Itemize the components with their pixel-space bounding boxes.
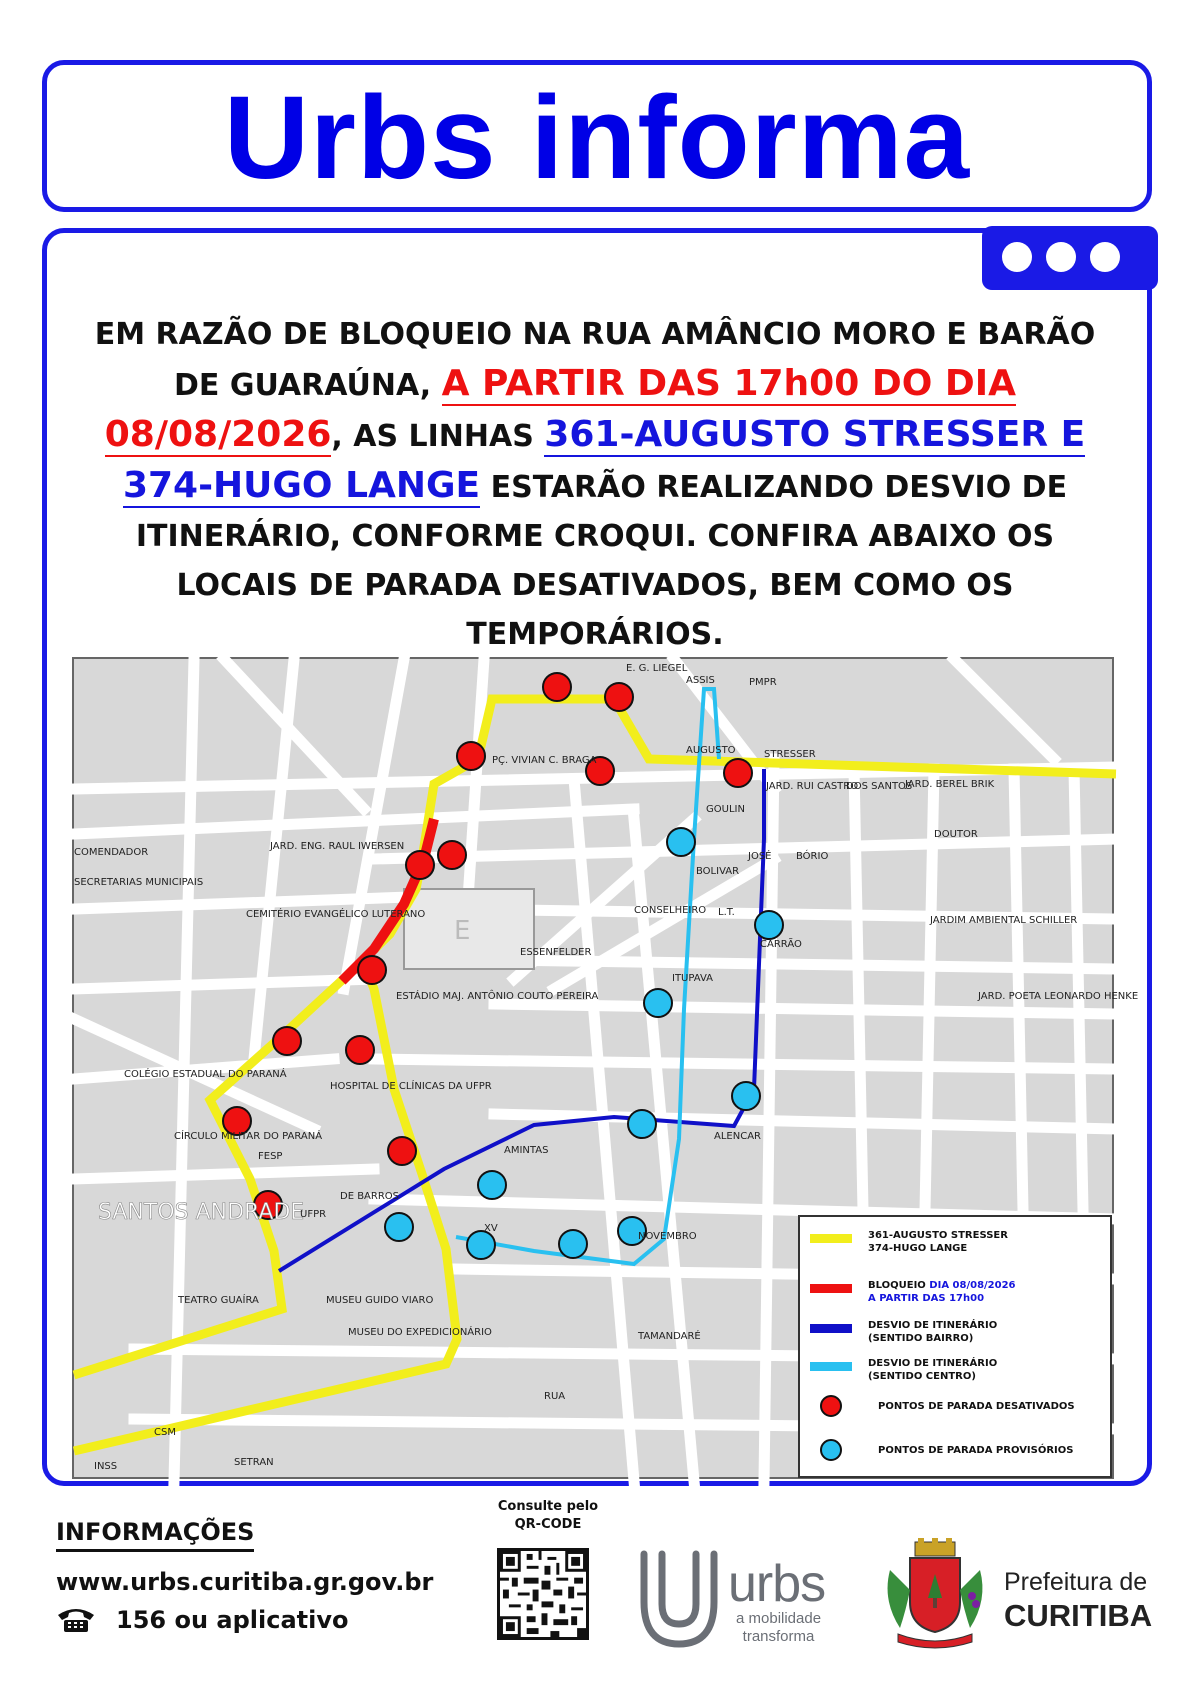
urbs-name: urbs: [728, 1555, 826, 1613]
map-label: ALENCAR: [714, 1131, 761, 1142]
header-box: [42, 60, 1152, 212]
legend-label: PONTOS DE PARADA DESATIVADOS: [878, 1401, 1075, 1412]
map-label: SETRAN: [234, 1457, 274, 1468]
legend-item: [800, 1439, 1073, 1461]
map-label: SECRETARIAS MUNICIPAIS: [74, 877, 204, 888]
map-label: STRESSER: [764, 749, 816, 760]
map-label: GOULIN: [706, 804, 745, 815]
notice-message: [70, 310, 1120, 659]
message-part2: , AS LINHAS: [331, 419, 545, 454]
info-title: INFORMAÇÕES: [56, 1518, 254, 1552]
map-label: JOSÉ: [748, 851, 772, 862]
map-label: TEATRO GUAÍRA: [178, 1295, 259, 1306]
map-label: CEMITÉRIO EVANGÉLICO LUTERANO: [246, 909, 426, 920]
map-label: XV: [484, 1223, 498, 1234]
map-label: INSS: [94, 1461, 118, 1472]
info-url[interactable]: www.urbs.curitiba.gr.gov.br: [56, 1568, 434, 1596]
legend-item: [810, 1357, 997, 1383]
map-label: BOLIVAR: [696, 866, 740, 877]
map-label: TAMANDARÉ: [638, 1331, 701, 1342]
urbs-logo-icon: [636, 1544, 722, 1654]
curitiba-coat-of-arms-icon: [880, 1540, 990, 1652]
map-label: UFPR: [300, 1209, 327, 1220]
legend-item: [810, 1229, 1008, 1255]
more-dots-icon: [1002, 242, 1142, 274]
legend-label: BLOQUEIO DIA 08/08/2026 A PARTIR DAS 17h00: [868, 1280, 1016, 1304]
prefeitura-line2: CURITIBA: [1004, 1598, 1153, 1633]
map-label: BÓRIO: [796, 851, 829, 862]
map-label: E. G. LIEGEL: [626, 663, 688, 674]
map-label: ITUPAVA: [672, 973, 714, 984]
map-label: FESP: [258, 1151, 283, 1162]
route-map: [72, 657, 1139, 1479]
legend-item: [810, 1279, 1016, 1305]
page-title: Urbs informa: [223, 72, 971, 204]
legend-swatch: [810, 1234, 852, 1243]
map-label: DOUTOR: [934, 829, 978, 840]
map-label: NOVEMBRO: [638, 1231, 697, 1242]
legend-swatch: [810, 1324, 852, 1333]
map-label: PÇ. VIVIAN C. BRAGA: [492, 755, 597, 766]
map-label: L.T.: [718, 907, 735, 918]
legend-item: [810, 1319, 997, 1345]
message-date-highlight: A PARTIR DAS 17h00 DO DIA 08/08/2026: [104, 363, 1016, 455]
map-label: JARD. POETA LEONARDO HENKE: [978, 991, 1139, 1002]
urbs-tagline: a mobilidade transforma: [736, 1610, 822, 1645]
map-label: MUSEU DO EXPEDICIONÁRIO: [348, 1327, 492, 1338]
qr-code-icon: [500, 1551, 586, 1637]
legend-item: [800, 1395, 1075, 1417]
map-legend: [798, 1215, 1112, 1478]
map-label: JARD. ENG. RAUL IWERSEN: [270, 841, 405, 852]
prefeitura-line1: Prefeitura de: [1004, 1568, 1148, 1596]
map-label: CSM: [154, 1427, 176, 1438]
legend-label: PONTOS DE PARADA PROVISÓRIOS: [878, 1445, 1074, 1456]
map-label: MUSEU GUIDO VIARO: [326, 1295, 434, 1306]
map-label: JARDIM AMBIENTAL SCHILLER: [930, 915, 1078, 926]
legend-swatch: [810, 1284, 852, 1293]
phone-text: 156 ou aplicativo: [116, 1606, 349, 1634]
deactivated-stop-icon: [820, 1395, 842, 1417]
legend-swatch: [810, 1362, 852, 1371]
map-label: DE BARROS: [340, 1191, 400, 1202]
legend-label: 361-AUGUSTO STRESSER 374-HUGO LANGE: [868, 1230, 1008, 1254]
map-label: ASSIS: [686, 675, 715, 686]
map-label: JARD. RUI CASTRO: [766, 781, 859, 792]
message-lines-highlight: 361-AUGUSTO STRESSER E 374-HUGO LANGE: [122, 414, 1086, 506]
telephone-icon: [56, 1607, 96, 1633]
message-part1: EM RAZÃO DE BLOQUEIO NA RUA AMÂNCIO MORO E BARÃO DE GUARAÚNA,: [94, 317, 1096, 403]
qr-code[interactable]: [497, 1548, 589, 1640]
qr-caption: Consulte pelo QR-CODE: [497, 1499, 599, 1532]
legend-label: DESVIO DE ITINERÁRIO (SENTIDO BAIRRO): [868, 1320, 998, 1344]
map-label: AMINTAS: [504, 1145, 549, 1156]
legend-label: DESVIO DE ITINERÁRIO (SENTIDO CENTRO): [868, 1358, 998, 1382]
map-label: COLÉGIO ESTADUAL DO PARANÁ: [124, 1069, 287, 1080]
map-label: AUGUSTO: [686, 745, 736, 756]
map-label: ESSENFELDER: [520, 947, 592, 958]
map-label: ESTÁDIO MAJ. ANTÔNIO COUTO PEREIRA: [396, 991, 599, 1002]
info-phone: [56, 1606, 348, 1634]
map-label: PMPR: [749, 677, 777, 688]
map-label: COMENDADOR: [74, 847, 149, 858]
provisional-stop-icon: [820, 1439, 842, 1461]
map-label: HOSPITAL DE CLÍNICAS DA UFPR: [330, 1081, 492, 1092]
map-label: JARD. BEREL BRIK: [905, 779, 995, 790]
svg-text:E: E: [454, 916, 471, 946]
map-label: CONSELHEIRO: [634, 905, 707, 916]
map-label: CÍRCULO MILITAR DO PARANÁ: [174, 1131, 323, 1142]
map-label: SANTOS ANDRADE: [98, 1200, 305, 1225]
message-part3: ESTARÃO REALIZANDO DESVIO DE ITINERÁRIO, CONFORME CROQUI. CONFIRA ABAIXO OS LOCAIS DE PARADA DESATIVADOS, BEM COMO OS TEMPORÁRIOS.: [135, 470, 1068, 652]
map-label: CARRÃO: [760, 939, 802, 950]
map-label: RUA: [544, 1391, 566, 1402]
map-label: DOS SANTOS: [846, 781, 913, 792]
